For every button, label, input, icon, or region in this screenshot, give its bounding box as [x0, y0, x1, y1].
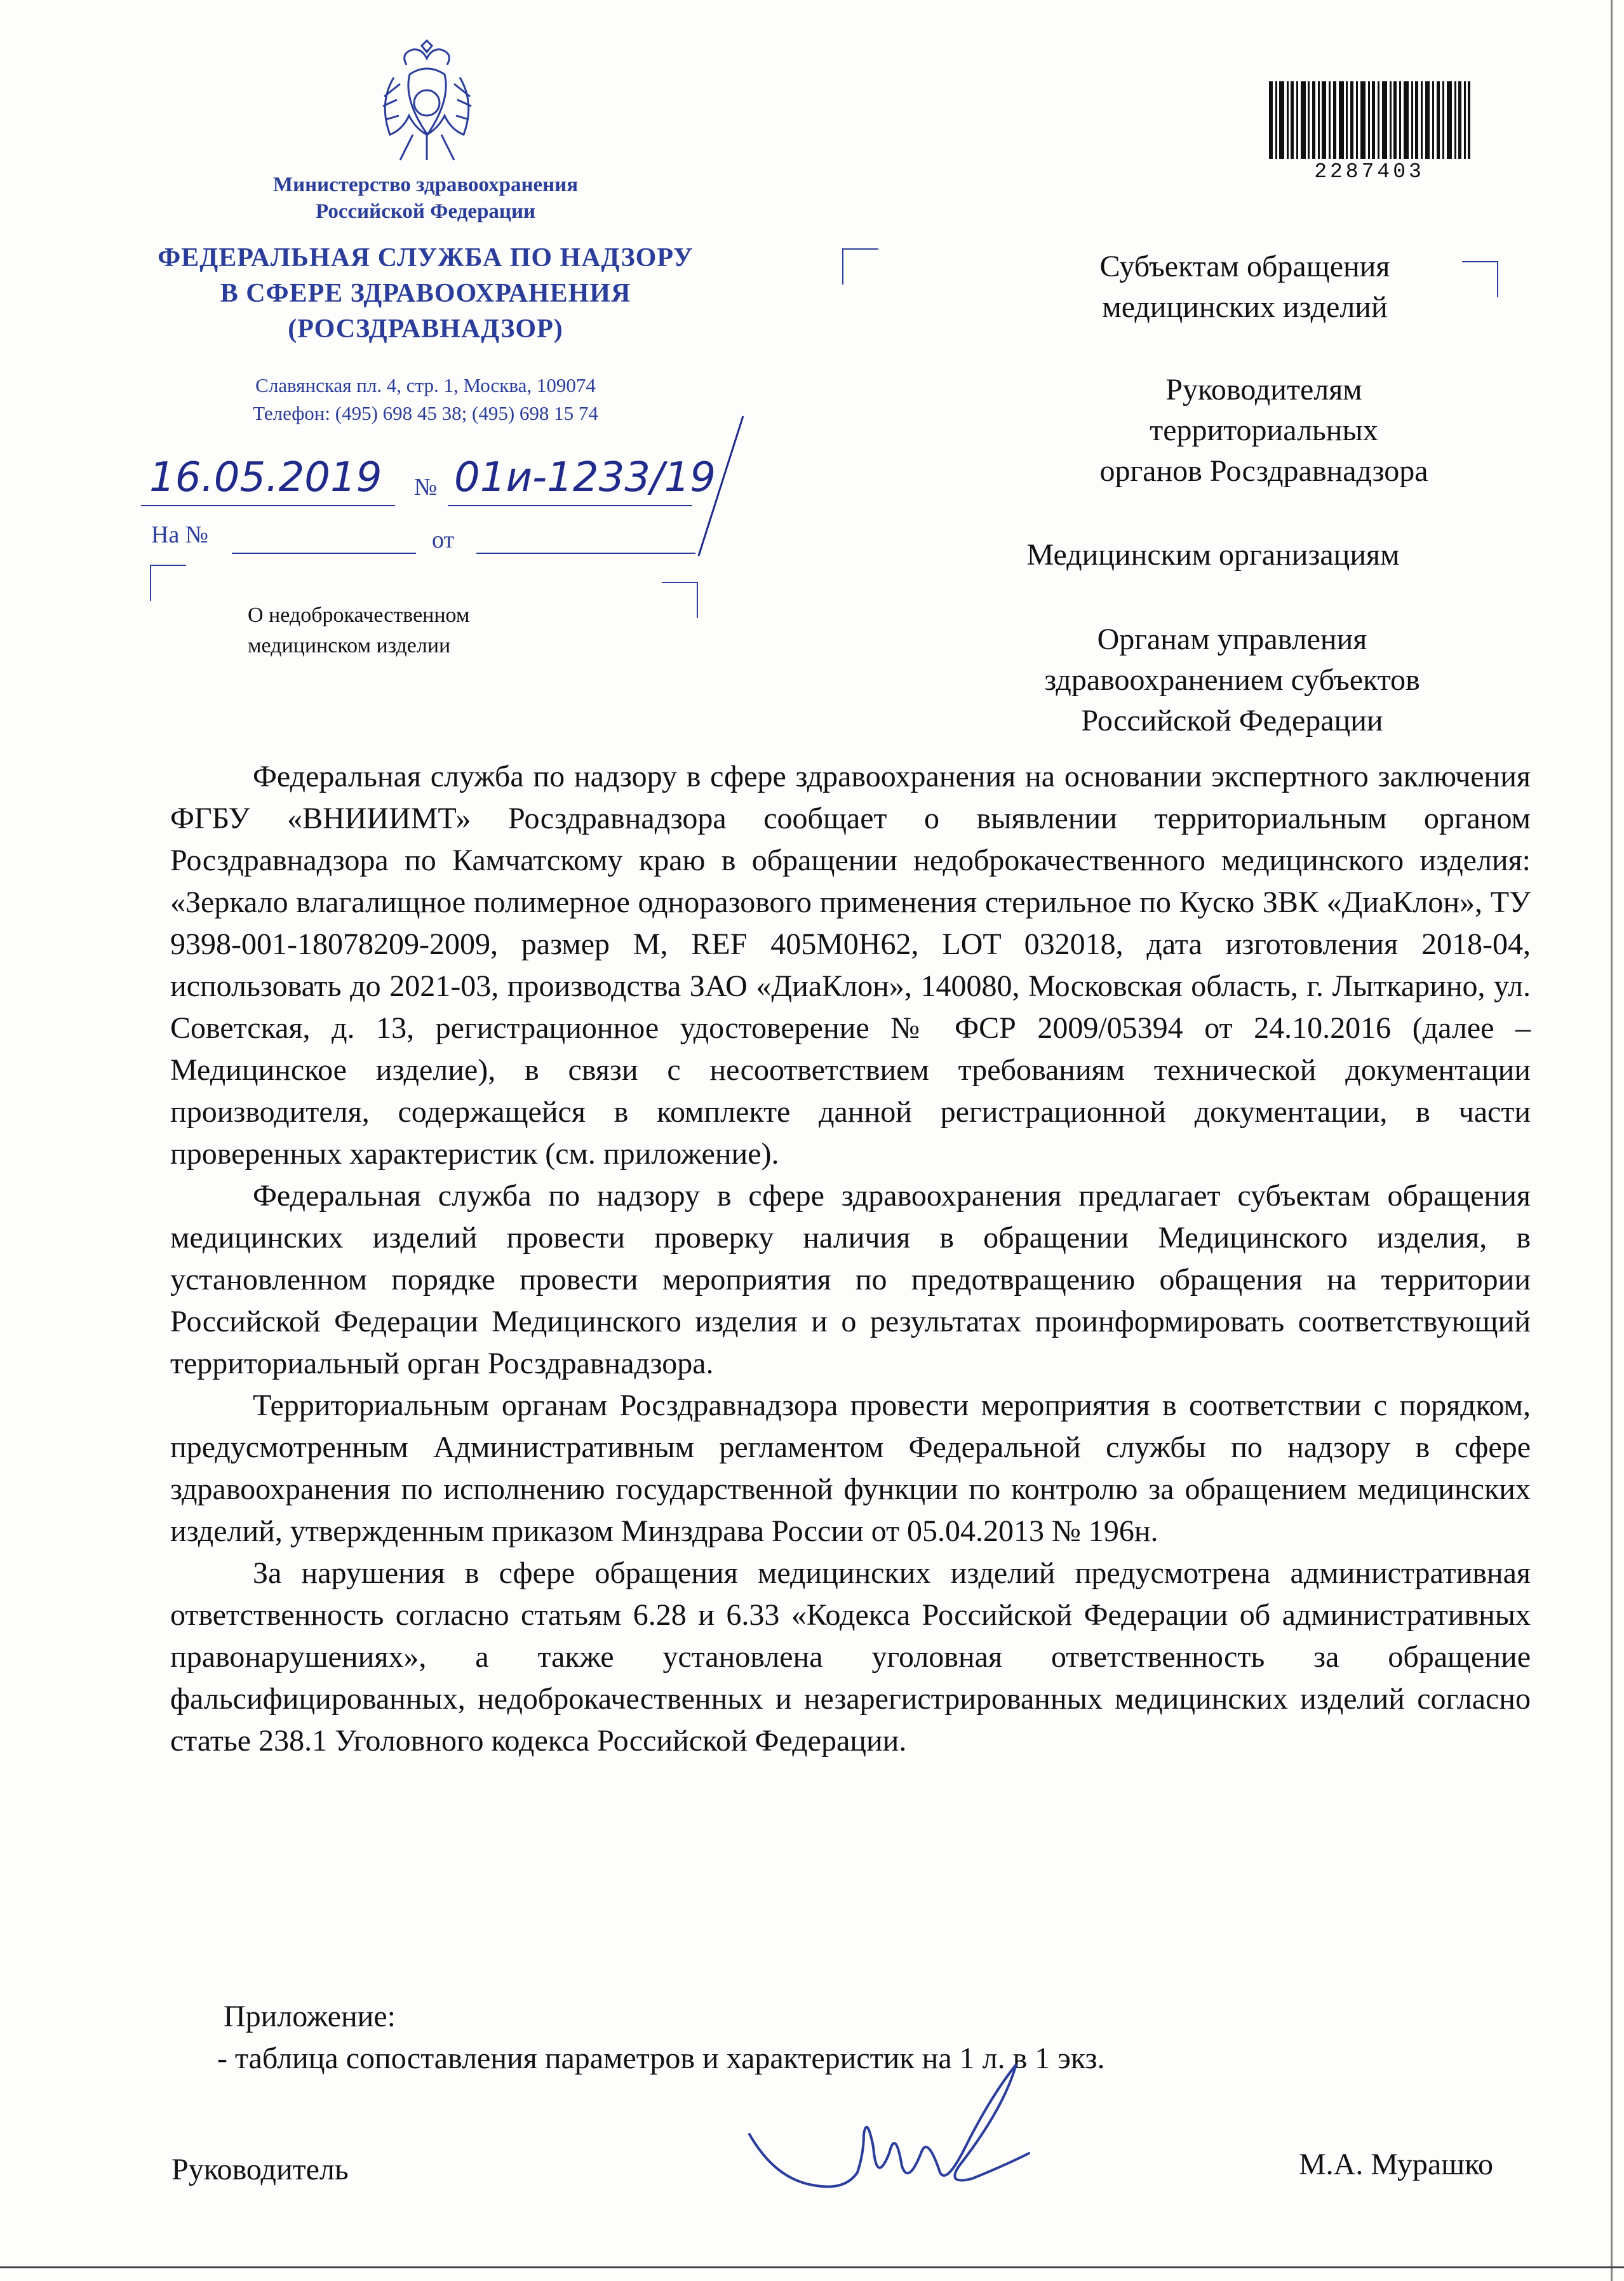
ministry-name [159, 172, 692, 225]
addressee-1 [953, 246, 1537, 328]
addressee-4-line-3: Российской Федерации [1081, 704, 1383, 737]
addressee-3 [921, 535, 1505, 575]
subject-block [248, 600, 578, 661]
service-name [127, 240, 724, 347]
addressee-2-line-1: Руководителям [1165, 373, 1362, 407]
page-right-edge [1611, 0, 1613, 2281]
body-paragraph-1: Федеральная служба по надзору в сфере здравоохранения на основании экспертного заключения ФГБУ «ВНИИИМТ» Росздравнадзора сообщает о выявлении территориальным органом Росздравнадзора по Камчатскому краю в обращении недоброкачественного медицинского изделия: «Зеркало влагалищное полимерное одноразового применения стерильное по Куско ЗВК «ДиаКлон», ТУ 9398-001-18078209-2009, размер М, REF 405М0Н62, LOT 032018, дата изготовления 2018-04, использовать до 2021-03, производства ЗАО «ДиаКлон», 140080, Московская область, г. Лыткарино, ул. Советская, д. 13, регистрационное удостоверение № ФСР 2009/05394 от 24.10.2016 (далее – Медицинское изделие), в связи с несоответствием требованиям технической документации производителя, содержащейся в комплекте данной регистрационной документации, в части проверенных характеристик (см. приложение). [170, 760, 1531, 1171]
addressee-4-line-1: Органам управления [1097, 622, 1367, 656]
svg-text:✦: ✦ [424, 48, 430, 55]
service-line-1: ФЕДЕРАЛЬНАЯ СЛУЖБА ПО НАДЗОРУ [158, 243, 694, 273]
subject-line-1: О недоброкачественном [248, 603, 470, 627]
number-label: № [414, 474, 438, 501]
subject-corner-left [149, 564, 187, 602]
registration-number: 01и-1233/19 [454, 454, 716, 501]
body-paragraph-4: За нарушения в сфере обращения медицинских изделий предусмотрена административная ответственность согласно статьям 6.28 и 6.33 «Кодекса Российской Федерации об административных правонарушениях», а также установлена уголовная ответственность за обращение фальсифицированных, недоброкачественных и незарегистрированных медицинских изделий согласно статье 238.1 Уголовного кодекса Российской Федерации. [170, 1556, 1531, 1758]
body-paragraph-2: Федеральная служба по надзору в сфере здравоохранения предлагает субъектам обращения медицинских изделий провести проверку наличия в обращении Медицинского изделия, в установленном порядке провести мероприятия по предотвращению обращения на территории Российской Федерации Медицинского изделия и о результатах проинформировать соответствующий территориальный орган Росздравнадзора. [170, 1179, 1531, 1380]
addressee-4 [940, 619, 1524, 741]
service-line-3: (РОСЗДРАВНАДЗОР) [288, 314, 563, 344]
addressee-1-line-2: медицинских изделий [1102, 290, 1388, 324]
addressee-2-line-2: территориальных [1150, 414, 1378, 447]
registration-date: 16.05.2019 [149, 454, 382, 501]
attachment-item: - таблица сопоставления параметров и характеристик на 1 л. в 1 экз. [217, 2042, 1105, 2075]
slash-mark [692, 413, 749, 559]
addressee-2 [972, 370, 1556, 492]
ministry-line-2: Российской Федерации [316, 200, 535, 223]
reference-from-label: от [432, 527, 455, 553]
reference-from-field [476, 553, 695, 554]
barcode-icon [1268, 81, 1471, 159]
addressee-4-line-2: здравоохранением субъектов [1044, 663, 1420, 697]
reference-number-label: На № [151, 521, 209, 548]
date-underline [141, 505, 395, 506]
letter-body [170, 756, 1531, 1762]
signer-name: М.А. Мурашко [1299, 2148, 1493, 2181]
attachment-title: Приложение: [224, 2000, 396, 2033]
body-paragraph-3: Территориальным органам Росздравнадзора провести мероприятия в соответствии с порядком, предусмотренным Административным регламентом Федеральной службы по надзору в сфере здравоохранения по исполнению государственной функции по контролю за обращением медицинских изделий, утвержденным приказом Минздрава России от 05.04.2013 № 196н. [170, 1389, 1531, 1548]
subject-corner-right [661, 581, 699, 619]
addressee-2-line-3: органов Росздравнадзора [1099, 454, 1428, 488]
page-bottom-edge [0, 2266, 1624, 2268]
barcode-number: 2287403 [1314, 160, 1425, 184]
reference-number-field [232, 553, 416, 554]
handwritten-signature [737, 2058, 1035, 2204]
number-underline [448, 505, 692, 506]
addressee-corner-left [842, 248, 880, 286]
coat-of-arms-icon [375, 39, 480, 173]
subject-line-2: медицинском изделии [248, 634, 451, 657]
phone-line: Телефон: (495) 698 45 38; (495) 698 15 74 [253, 402, 598, 424]
addressee-3-line-1: Медицинским организациям [1026, 538, 1400, 572]
address-line: Славянская пл. 4, стр. 1, Москва, 109074 [255, 374, 596, 396]
sender-address [159, 372, 692, 427]
service-line-2: В СФЕРЕ ЗДРАВООХРАНЕНИЯ [220, 279, 631, 308]
ministry-line-1: Министерство здравоохранения [272, 173, 579, 196]
signer-position: Руководитель [171, 2153, 349, 2186]
addressee-1-line-1: Субъектам обращения [1099, 250, 1390, 283]
